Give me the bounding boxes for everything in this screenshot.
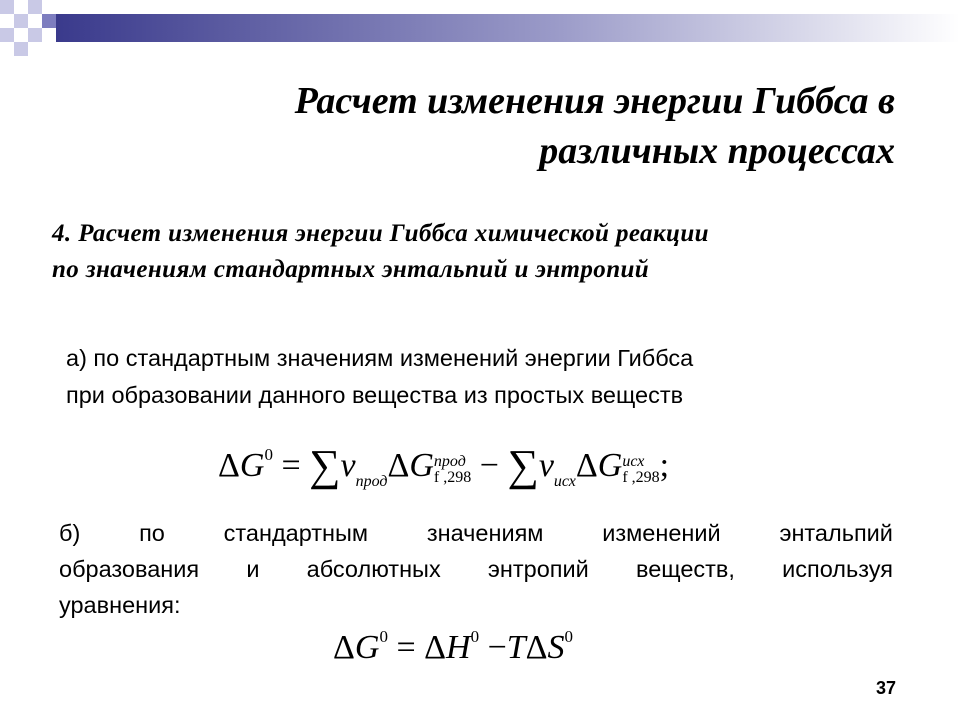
equals-sign: = — [272, 447, 310, 484]
nu-symbol: ν — [340, 447, 356, 484]
reactants-superscript: исх — [622, 453, 645, 470]
g-symbol: G — [354, 629, 380, 666]
equals-sign: = — [387, 629, 425, 666]
standard-superscript: 0 — [264, 445, 273, 464]
g-symbol: G — [239, 447, 265, 484]
word: абсолютных — [306, 556, 441, 582]
point-a-line-1: а) по стандартным значениям изменений энергии Гиббса — [66, 345, 694, 371]
section-heading — [52, 216, 894, 288]
word: веществ, — [635, 556, 735, 582]
formation-298-subscript: f ,298 — [622, 469, 660, 486]
standard-superscript: 0 — [379, 627, 388, 646]
delta-symbol: Δ — [424, 629, 446, 666]
g-symbol: G — [409, 447, 434, 484]
formation-298-subscript: f ,298 — [433, 469, 472, 486]
standard-superscript: 0 — [564, 627, 574, 646]
corner-squares-decoration — [0, 0, 960, 56]
title-line-1: Расчет изменения энергии Гиббса в — [294, 80, 895, 122]
minus-sign: − — [471, 447, 508, 484]
minus-sign: − — [479, 629, 507, 666]
delta-symbol: Δ — [218, 447, 240, 484]
gibbs-sum-formula — [218, 430, 669, 507]
reactants-subscript: исх — [553, 473, 576, 490]
g-symbol: G — [597, 447, 623, 484]
point-b-line-2 — [59, 551, 893, 587]
standard-superscript: 0 — [470, 627, 480, 646]
word: по — [139, 520, 165, 546]
nu-symbol: ν — [538, 447, 554, 484]
word: стандартным — [223, 520, 369, 546]
products-index — [434, 454, 471, 486]
point-a-text — [66, 340, 896, 414]
word: и — [246, 556, 260, 582]
semicolon: ; — [659, 447, 670, 484]
slide-title — [150, 76, 895, 176]
delta-symbol: Δ — [575, 447, 598, 484]
page-number: 37 — [876, 678, 897, 698]
point-b-line-1 — [59, 515, 893, 551]
word: б) — [59, 520, 81, 546]
sum-symbol: ∑ — [507, 441, 539, 490]
reactants-index — [622, 454, 659, 486]
point-b-text — [59, 515, 893, 623]
s-symbol: S — [547, 629, 565, 666]
t-symbol: T — [506, 629, 526, 666]
products-superscript: прод — [433, 453, 466, 470]
products-subscript: прод — [355, 473, 388, 490]
delta-symbol: Δ — [333, 629, 355, 666]
word: значениям — [426, 520, 544, 546]
word: изменений — [602, 520, 721, 546]
delta-symbol: Δ — [525, 629, 548, 666]
title-line-2: различных процессах — [539, 130, 895, 172]
word: энтропий — [487, 556, 589, 582]
delta-symbol: Δ — [387, 447, 410, 484]
gibbs-enthalpy-entropy-formula — [333, 612, 573, 673]
section-heading-line-2: по значениям стандартных энтальпий и энтропий — [52, 256, 650, 283]
word: образования — [59, 556, 200, 582]
point-b-line-3: уравнения: — [59, 592, 181, 618]
point-a-line-2: при образовании данного вещества из простых веществ — [66, 382, 684, 408]
word: используя — [782, 556, 893, 582]
section-heading-line-1: 4. Расчет изменения энергии Гиббса химической реакции — [52, 220, 709, 247]
h-symbol: H — [446, 629, 471, 666]
sum-symbol: ∑ — [309, 441, 341, 490]
word: энтальпий — [779, 520, 893, 546]
